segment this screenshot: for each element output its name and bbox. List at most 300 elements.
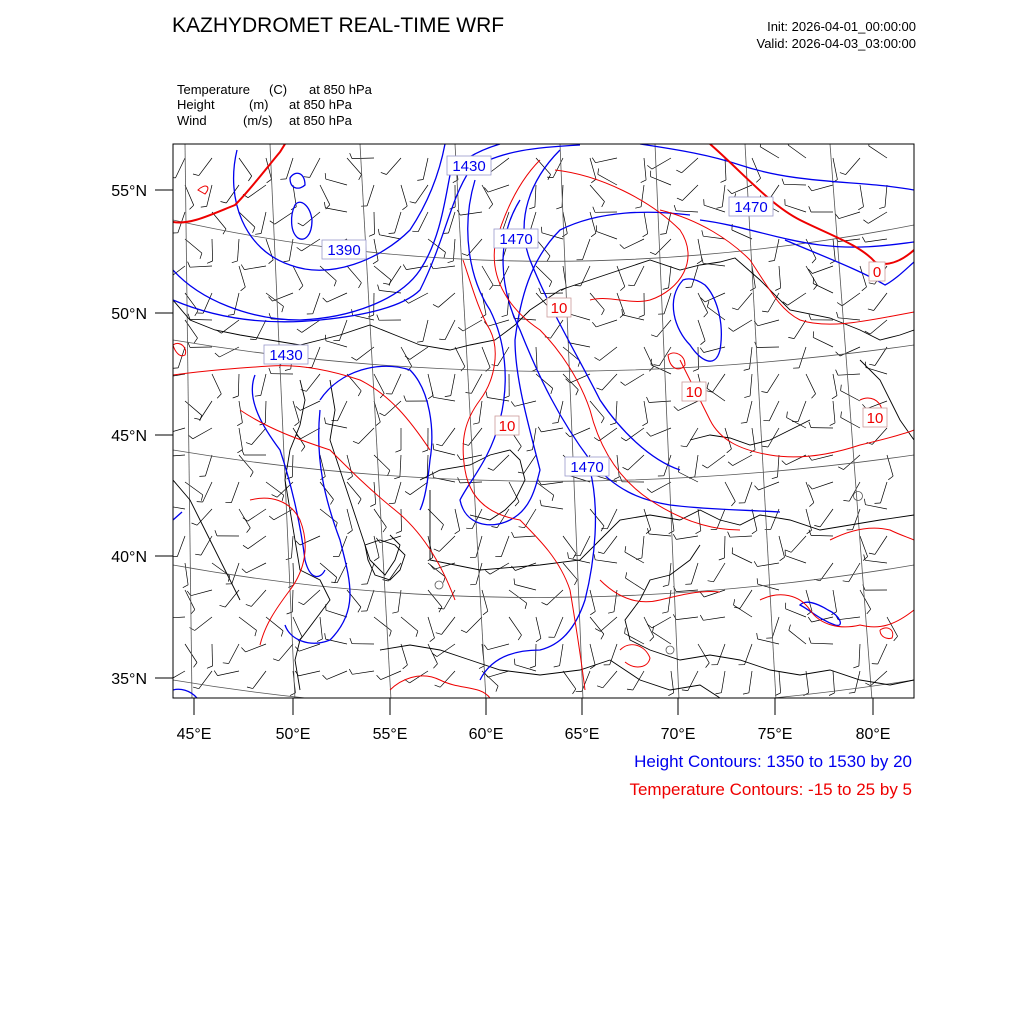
- wind-barb: [395, 212, 401, 233]
- wind-barb: [833, 590, 837, 612]
- wind-barb: [185, 185, 194, 205]
- wind-barb: [488, 671, 509, 677]
- wind-barb-tick: [433, 472, 434, 478]
- wind-barb-tick: [479, 666, 484, 669]
- wind-barb: [768, 428, 779, 447]
- wind-barb: [730, 536, 752, 537]
- wind-barb-tick: [556, 207, 562, 209]
- wind-barb-tick: [621, 438, 626, 441]
- wind-barb: [617, 455, 619, 477]
- wind-barb-tick: [379, 413, 384, 416]
- wind-barb-tick: [422, 450, 428, 452]
- wind-barb-tick: [536, 638, 541, 641]
- wind-barb-tick: [542, 602, 547, 605]
- wind-barb: [185, 590, 195, 610]
- wind-barb: [722, 185, 725, 207]
- wind-barb-tick: [351, 357, 356, 360]
- wind-barb: [212, 374, 221, 394]
- wind-barb-tick: [200, 253, 202, 259]
- wind-barb-tick: [162, 499, 163, 505]
- wind-barb-tick: [731, 501, 735, 506]
- wind-barb: [628, 455, 644, 470]
- wind-barb: [806, 482, 814, 503]
- wind-barb-tick: [370, 504, 375, 507]
- wind-barb-tick: [574, 580, 577, 585]
- wind-barb-tick: [734, 599, 735, 605]
- wind-barb-tick: [448, 261, 454, 263]
- wind-barb: [509, 482, 519, 502]
- wind-barb-tick: [830, 423, 835, 426]
- wind-barb-tick: [287, 477, 293, 479]
- wind-barb-tick: [444, 252, 446, 258]
- wind-barb: [870, 320, 887, 334]
- wind-barb: [434, 450, 455, 455]
- wind-barb-tick: [255, 395, 261, 396]
- wind-barb: [563, 347, 580, 361]
- wind-barb-tick: [650, 252, 656, 254]
- wind-barb: [293, 401, 299, 422]
- wind-barb-tick: [215, 530, 217, 536]
- wind-barb-tick: [591, 179, 596, 183]
- wind-barb-tick: [869, 364, 875, 365]
- wind-barb-tick: [869, 140, 870, 146]
- wind-barb: [374, 617, 391, 631]
- wind-barb-tick: [601, 528, 607, 529]
- wind-barb: [590, 590, 595, 611]
- wind-barb-tick: [433, 664, 437, 668]
- wind-barb: [738, 293, 752, 310]
- lon-label-80: 80°E: [855, 726, 891, 743]
- wind-barb: [265, 401, 266, 423]
- wind-barb: [789, 630, 806, 644]
- wind-barb-tick: [660, 234, 666, 235]
- wind-barb-tick: [627, 689, 633, 690]
- wind-barb-tick: [324, 202, 325, 208]
- temperature-label: 10: [685, 384, 703, 401]
- wind-barb: [320, 509, 337, 523]
- wind-barb: [649, 401, 671, 403]
- wind-barb: [256, 320, 266, 340]
- wind-barb-tick: [707, 301, 709, 307]
- wind-barb-tick: [674, 205, 676, 211]
- wind-barb: [193, 428, 212, 439]
- wind-barb: [347, 266, 361, 283]
- wind-barb: [732, 185, 752, 194]
- wind-barb-tick: [473, 423, 479, 424]
- wind-barb-tick: [650, 637, 654, 641]
- wind-barb: [509, 590, 527, 603]
- wind-barb-tick: [272, 495, 278, 498]
- wind-barb: [541, 506, 563, 509]
- wind-barb-tick: [849, 692, 855, 693]
- wind-barb-tick: [620, 245, 624, 249]
- wind-barb-tick: [191, 610, 195, 614]
- wind-barb-tick: [788, 337, 794, 338]
- wind-barb: [806, 374, 816, 394]
- wind-barb: [460, 212, 482, 215]
- wind-barb: [692, 266, 698, 287]
- temperature-contour: [173, 366, 430, 450]
- wind-barb-tick: [888, 476, 893, 480]
- field-name: Height: [177, 97, 215, 112]
- wind-barb: [833, 158, 837, 180]
- height-label: 1430: [452, 158, 486, 175]
- wind-barb: [509, 617, 522, 635]
- wind-barb: [669, 266, 671, 288]
- temperature-contour: [173, 343, 186, 355]
- wind-barb: [246, 644, 267, 652]
- wind-barb-tick: [296, 406, 300, 410]
- wind-barb: [698, 644, 709, 663]
- wind-barb-tick: [869, 283, 875, 284]
- wind-barb-tick: [402, 206, 407, 210]
- wind-barb-tick: [681, 446, 687, 447]
- wind-barb-tick: [301, 447, 305, 452]
- wind-barb: [380, 536, 401, 543]
- wind-barb: [428, 590, 442, 607]
- wind-barb: [497, 509, 509, 528]
- wind-barb-tick: [383, 283, 389, 284]
- wind-barb: [482, 590, 488, 611]
- wind-barb: [791, 536, 806, 552]
- wind-barb-tick: [295, 422, 300, 426]
- wind-barb-tick: [551, 388, 553, 394]
- wind-barb: [732, 554, 752, 564]
- wind-barb: [788, 145, 806, 158]
- wind-barb-tick: [530, 666, 536, 668]
- wind-barb-tick: [547, 256, 550, 261]
- wind-barb: [455, 509, 460, 531]
- wind-barb: [778, 455, 780, 477]
- wind-barb: [698, 239, 702, 261]
- wind-barb-tick: [741, 422, 747, 423]
- wind-barb-tick: [350, 638, 352, 644]
- wind-barb: [599, 428, 617, 441]
- wind-barb-tick: [485, 570, 490, 574]
- wind-barb-tick: [462, 254, 468, 256]
- wind-barb-tick: [809, 638, 811, 644]
- wind-barb: [439, 536, 455, 551]
- wind-barb-tick: [299, 286, 303, 290]
- wind-barb-tick: [519, 527, 525, 528]
- wind-barb: [878, 644, 887, 664]
- wind-barb-tick: [676, 170, 681, 173]
- wind-barb-tick: [566, 433, 570, 437]
- wind-barb-tick: [389, 503, 395, 504]
- wind-barb: [752, 158, 761, 178]
- wind-barb: [536, 158, 551, 175]
- wind-barb-tick: [325, 418, 326, 424]
- wind-barb: [687, 428, 698, 447]
- wind-barb: [698, 347, 699, 369]
- wind-barb-tick: [841, 412, 842, 418]
- wind-barb: [347, 158, 362, 175]
- wind-barb-tick: [894, 636, 898, 641]
- wind-barb-tick: [643, 234, 648, 237]
- wind-barb: [659, 347, 671, 366]
- wind-barb-tick: [809, 314, 811, 320]
- wind-barb-tick: [775, 288, 780, 291]
- wind-barb: [811, 535, 833, 536]
- wind-barb: [232, 563, 239, 584]
- wind-barb: [721, 671, 725, 693]
- map-frame: [173, 144, 914, 698]
- wind-barb: [590, 644, 595, 665]
- wind-barb: [493, 455, 509, 470]
- wind-barb: [310, 158, 320, 177]
- wind-barb: [395, 482, 401, 503]
- lon-axis: [194, 698, 873, 715]
- wind-barb: [595, 560, 617, 563]
- temperature-contour: [463, 260, 495, 470]
- field-level: at 850 hPa: [289, 97, 352, 112]
- wind-barb: [487, 398, 509, 402]
- wind-barb-tick: [194, 663, 198, 668]
- wind-barb: [865, 239, 887, 242]
- lat-axis: [155, 190, 173, 678]
- wind-barb: [229, 644, 239, 664]
- wind-barb: [551, 320, 563, 338]
- wind-barb: [231, 482, 239, 503]
- wind-barb-tick: [248, 176, 251, 181]
- wind-barb-tick: [403, 264, 406, 269]
- lon-label-75: 75°E: [757, 726, 793, 743]
- wind-barb-tick: [702, 465, 707, 468]
- wind-barb: [874, 293, 887, 311]
- wind-barb: [652, 482, 671, 493]
- wind-barb-tick: [387, 470, 389, 476]
- wind-barb-tick: [220, 605, 226, 607]
- wind-barb-tick: [597, 388, 603, 390]
- wind-barb-tick: [228, 314, 234, 315]
- wind-barb-tick: [247, 687, 253, 689]
- wind-barb-tick: [837, 303, 842, 306]
- wind-barb: [312, 347, 320, 367]
- wind-barb: [409, 293, 429, 303]
- wind-barb-tick: [602, 310, 605, 315]
- wind-barb-tick: [728, 532, 730, 538]
- wind-barb-tick: [808, 485, 812, 490]
- wind-barb-tick: [436, 444, 442, 446]
- wind-barb-tick: [787, 412, 788, 418]
- wind-barb: [590, 293, 604, 310]
- wind-barb: [514, 536, 536, 537]
- wind-barb: [590, 509, 604, 526]
- wind-barb: [698, 293, 708, 313]
- wind-barb-tick: [417, 341, 423, 342]
- temperature-contour: [198, 186, 208, 194]
- wind-barb: [772, 617, 779, 638]
- wind-barb: [177, 536, 185, 557]
- wind-barb: [178, 347, 185, 368]
- wind-barb-tick: [539, 288, 541, 294]
- wind-barb-tick: [538, 427, 541, 432]
- wind-barb-tick: [188, 262, 190, 268]
- wind-barb-tick: [593, 207, 595, 213]
- wind-barb: [813, 284, 833, 294]
- wind-barb-tick: [782, 461, 786, 465]
- wind-barb: [292, 590, 293, 612]
- wind-barb-tick: [721, 180, 727, 182]
- wind-barb: [515, 585, 536, 591]
- wind-barb: [713, 374, 726, 392]
- wind-barb: [226, 185, 239, 203]
- wind-barb-tick: [217, 394, 221, 398]
- wind-barb: [811, 643, 833, 644]
- wind-barb: [642, 536, 644, 558]
- wind-barb-tick: [728, 190, 732, 194]
- wind-barb: [320, 185, 330, 205]
- wind-barb: [320, 563, 337, 577]
- temperature-label: 10: [550, 300, 568, 317]
- wind-barb: [306, 374, 320, 391]
- wind-barb-tick: [381, 172, 387, 174]
- wind-barb: [881, 482, 888, 503]
- wind-barb-tick: [554, 666, 560, 667]
- wind-barb-tick: [331, 582, 337, 583]
- wind-barb-tick: [700, 615, 703, 620]
- wind-barb: [359, 428, 375, 444]
- wind-barb: [212, 239, 213, 261]
- temperature-contour: [880, 628, 893, 639]
- station-marker: [854, 492, 863, 501]
- wind-barb: [885, 185, 887, 207]
- height-contours: [173, 144, 914, 698]
- wind-barb: [842, 293, 860, 306]
- wind-barb: [775, 239, 780, 261]
- wind-barb: [666, 212, 671, 234]
- wind-barb: [758, 320, 779, 326]
- parallel: [173, 680, 914, 710]
- wind-barb-tick: [486, 392, 487, 398]
- wind-barb: [849, 563, 860, 582]
- wind-barb: [779, 266, 781, 288]
- wind-barb-tick: [207, 261, 213, 263]
- wind-barb-tick: [443, 577, 445, 583]
- wind-barb-tick: [232, 261, 238, 263]
- wind-barb: [644, 158, 646, 180]
- wind-barb: [466, 617, 482, 633]
- wind-barb: [600, 347, 617, 361]
- wind-barb: [820, 509, 833, 527]
- wind-barb: [644, 617, 654, 637]
- wind-barb: [433, 266, 455, 269]
- wind-barb-tick: [573, 689, 576, 694]
- wind-barb: [374, 455, 390, 470]
- lon-label-60: 60°E: [468, 726, 504, 743]
- wind-barb: [695, 455, 698, 477]
- wind-barb-tick: [540, 500, 541, 506]
- field-level: at 850 hPa: [309, 82, 372, 97]
- wind-barb: [326, 341, 347, 347]
- wind-barb: [634, 266, 644, 286]
- wind-barb: [758, 639, 779, 644]
- wind-barb-tick: [762, 446, 768, 447]
- wind-barb: [806, 266, 817, 285]
- wind-barb-tick: [434, 549, 440, 552]
- wind-barb-tick: [518, 635, 521, 640]
- wind-barb-tick: [377, 315, 379, 321]
- wind-barb-tick: [350, 153, 352, 159]
- wind-barb: [326, 610, 347, 617]
- wind-barb: [707, 307, 725, 320]
- wind-barb-tick: [330, 499, 333, 504]
- lon-label-55: 55°E: [372, 726, 408, 743]
- wind-barb-tick: [368, 315, 374, 317]
- wind-barb-tick: [647, 432, 651, 436]
- wind-barb-tick: [358, 607, 361, 612]
- wind-barb-tick: [392, 612, 398, 613]
- wind-barb: [833, 239, 835, 261]
- wind-barb-tick: [641, 180, 646, 183]
- wind-barb-tick: [161, 678, 166, 682]
- wind-barb-tick: [625, 546, 626, 552]
- wind-barb-tick: [243, 518, 248, 522]
- wind-barb: [698, 320, 705, 341]
- wind-barb-tick: [809, 422, 811, 428]
- wind-barb-tick: [301, 390, 307, 392]
- wind-barb: [600, 617, 617, 631]
- wind-barb-tick: [527, 450, 533, 451]
- wind-barb-tick: [814, 525, 820, 527]
- wind-barb: [596, 158, 618, 163]
- wind-barb: [536, 617, 541, 638]
- meridian: [560, 144, 583, 700]
- height-contour: [173, 512, 182, 520]
- wind-barb: [838, 617, 860, 620]
- wind-barb-tick: [489, 285, 493, 290]
- wind-barb: [191, 590, 212, 596]
- wind-barb: [279, 644, 293, 661]
- wind-barb-tick: [841, 385, 842, 391]
- temperature-contour: [830, 528, 914, 540]
- height-contour: [673, 279, 721, 361]
- wind-barb: [339, 320, 347, 341]
- wind-barb-tick: [250, 339, 256, 340]
- wind-barb-tick: [383, 580, 389, 581]
- wind-barb-tick: [708, 581, 714, 582]
- wind-barb-tick: [242, 449, 244, 455]
- legend-temperature: Temperature Contours: -15 to 25 by 5: [629, 780, 912, 799]
- wind-barb: [678, 401, 698, 411]
- wind-barb: [352, 671, 374, 674]
- wind-barb: [197, 509, 212, 525]
- wind-barb-tick: [865, 683, 870, 686]
- wind-barb-tick: [445, 396, 451, 397]
- wind-barb-tick: [160, 429, 164, 434]
- wind-barb-tick: [576, 390, 579, 395]
- wind-barb: [812, 482, 833, 489]
- wind-barb-tick: [515, 502, 519, 507]
- wind-barb-tick: [394, 477, 400, 479]
- wind-barb-tick: [488, 468, 494, 470]
- wind-barb: [536, 644, 537, 666]
- wind-barb-tick: [814, 285, 818, 290]
- wind-barb: [401, 617, 418, 631]
- wind-barb-tick: [281, 631, 283, 637]
- wind-barb-tick: [755, 486, 759, 490]
- wind-barb-tick: [829, 693, 834, 696]
- wind-barb: [833, 671, 835, 693]
- field-unit: (m/s): [243, 113, 273, 128]
- wind-barb-tick: [207, 666, 213, 668]
- wind-barb: [438, 293, 455, 307]
- wind-barb: [569, 314, 590, 320]
- wind-barb-tick: [483, 611, 488, 615]
- wind-barb: [664, 293, 671, 314]
- wind-barb: [261, 212, 266, 234]
- wind-barb: [338, 401, 348, 421]
